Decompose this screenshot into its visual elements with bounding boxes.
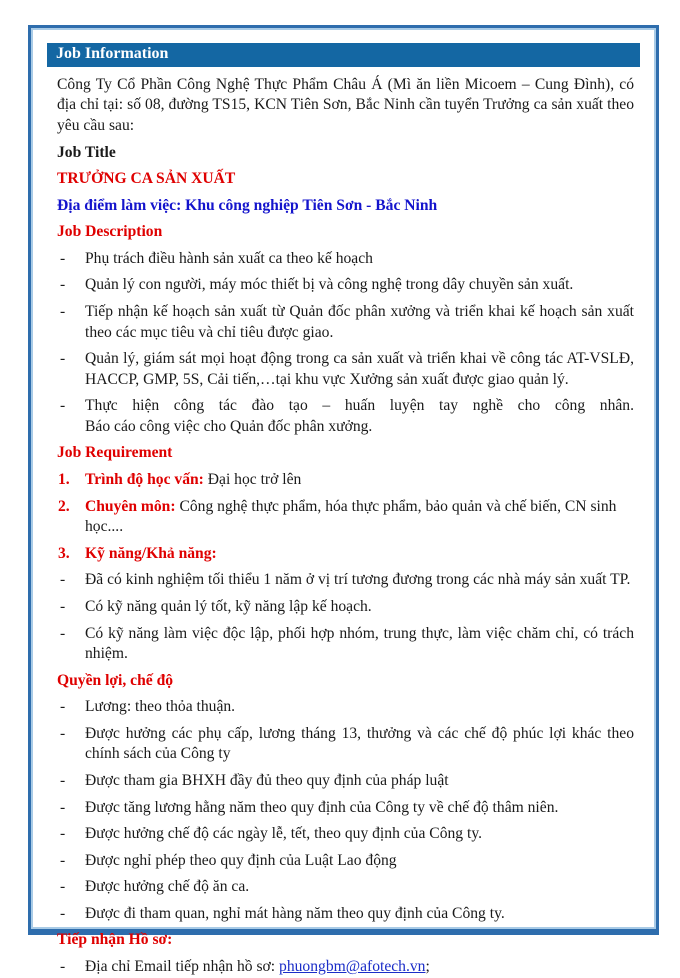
list-item-text: Được nghỉ phép theo quy định của Luật Lao động [85,851,397,869]
email-link[interactable]: phuongbm@afotech.vn [279,958,426,976]
requirement-numbered-item [57,470,634,491]
requirement-numbered-item [57,497,634,538]
requirement-label: Chuyên môn: [85,497,176,515]
page-border-frame [28,25,659,976]
list-item-text: Tiếp nhận kế hoạch sản xuất từ Quản đốc phân xưởng và triển khai kế hoạch sản xuất theo các mục tiêu và chỉ tiêu được giao. [85,303,634,341]
list-item-text: Được hưởng chế độ các ngày lễ, tết, theo quy định của Công ty. [85,825,483,843]
list-item-text: Có kỹ năng quản lý tốt, kỹ năng lập kế hoạch. [85,597,372,615]
email-suffix: ; [425,958,430,976]
application-heading: Tiếp nhận Hồ sơ: [57,931,173,949]
requirement-item [57,597,634,618]
bullet-dash: - [60,798,66,816]
list-item-text: Được hưởng chế độ ăn ca. [85,878,250,896]
job-description-item-training [57,396,634,437]
requirement-text: Công nghệ thực phẩm, hóa thực phẩm, bảo quản và chế biến, CN sinh học.... [85,497,617,536]
bullet-dash: - [60,624,66,642]
bullet-dash: - [60,698,66,716]
bullet-dash: - [60,249,66,267]
bullet-dash: - [60,851,66,869]
benefit-item [57,697,634,718]
list-item-text: Quản lý, giám sát mọi hoạt động trong ca sản xuất và triển khai về công tác AT-VSLĐ, HACCP, GMP, 5S, Cải tiến,…tại khu vực Xưởng sản xuất được giao quản lý. [85,350,634,388]
job-title-value: TRƯỞNG CA SẢN XUẤT [57,170,236,188]
benefit-item [57,904,634,925]
list-item-text: Lương: theo thỏa thuận. [85,698,236,716]
requirement-label: Kỹ năng/Khả năng: [85,544,217,562]
list-item-text: Có kỹ năng làm việc độc lập, phối hợp nhóm, trung thực, làm việc chăm chỉ, có trách nhiệm. [85,624,634,663]
bullet-dash: - [60,724,66,742]
job-description-item [57,349,634,390]
benefit-item [57,724,634,765]
bullet-dash: - [60,597,66,615]
bullet-dash: - [60,771,66,789]
bullet-dash: - [60,276,66,294]
list-item-text: Phụ trách điều hành sản xuất ca theo kế hoạch [85,249,373,267]
bullet-dash: - [60,571,66,589]
list-item-text-line2: Báo cáo công việc cho Quản đốc phân xưởng. [85,417,373,435]
benefit-item [57,877,634,898]
requirement-label: Trình độ học vấn: [85,471,204,489]
list-item-text: Được đi tham quan, nghỉ mát hàng năm theo quy định của Công ty. [85,904,505,922]
bullet-dash: - [60,350,66,368]
requirement-item [57,624,634,665]
item-number: 3. [58,544,70,562]
item-number: 1. [58,471,70,489]
list-item-text: Quản lý con người, máy móc thiết bị và công nghệ trong dây chuyền sản xuất. [85,276,574,294]
list-item-text: Được tăng lương hằng năm theo quy định của Công ty về chế độ thâm niên. [85,798,559,816]
job-description-item [57,249,634,270]
bullet-dash: - [60,878,66,896]
list-item-text-line1: Thực hiện công tác đào tạo – huấn luyện tay nghề cho công nhân. [85,397,634,415]
intro-paragraph: Công Ty Cổ Phần Công Nghệ Thực Phẩm Châu Á (Mì ăn liền Micoem – Cung Đình), có địa chỉ tại: số 08, đường TS15, KCN Tiên Sơn, Bắc Ninh cần tuyển Trưởng ca sản xuất theo yêu cầu sau: [57,75,634,134]
bullet-dash: - [60,303,66,320]
job-description-item [57,302,634,343]
requirement-item [57,570,634,591]
job-description-item [57,275,634,296]
work-location: Địa điểm làm việc: Khu công nghiệp Tiên Sơn - Bắc Ninh [57,196,438,214]
benefit-item [57,771,634,792]
job-title-heading: Job Title [57,143,116,161]
document-content [47,75,640,978]
section-title: Job Information [56,45,169,62]
list-item-text: Được tham gia BHXH đầy đủ theo quy định của pháp luật [85,771,449,789]
bullet-dash: - [60,397,66,415]
bullet-dash: - [60,958,66,976]
section-title-bar [47,43,640,67]
application-email-item [57,957,634,978]
requirement-numbered-item [57,544,634,565]
job-description-heading: Job Description [57,223,163,241]
benefit-item [57,824,634,845]
list-item-text: Được hưởng các phụ cấp, lương tháng 13, thưởng và các chế độ phúc lợi khác theo chính sách của Công ty [85,724,634,763]
bullet-dash: - [60,904,66,922]
benefits-heading: Quyền lợi, chế độ [57,671,174,689]
requirement-text: Đại học trở lên [203,471,302,489]
item-number: 2. [58,497,70,515]
email-prefix: Địa chỉ Email tiếp nhận hồ sơ: [85,958,280,976]
benefit-item [57,851,634,872]
bullet-dash: - [60,825,66,843]
list-item-text: Đã có kinh nghiệm tối thiểu 1 năm ở vị trí tương đương trong các nhà máy sản xuất TP. [85,571,631,589]
job-requirement-heading: Job Requirement [57,444,173,462]
benefit-item [57,798,634,819]
